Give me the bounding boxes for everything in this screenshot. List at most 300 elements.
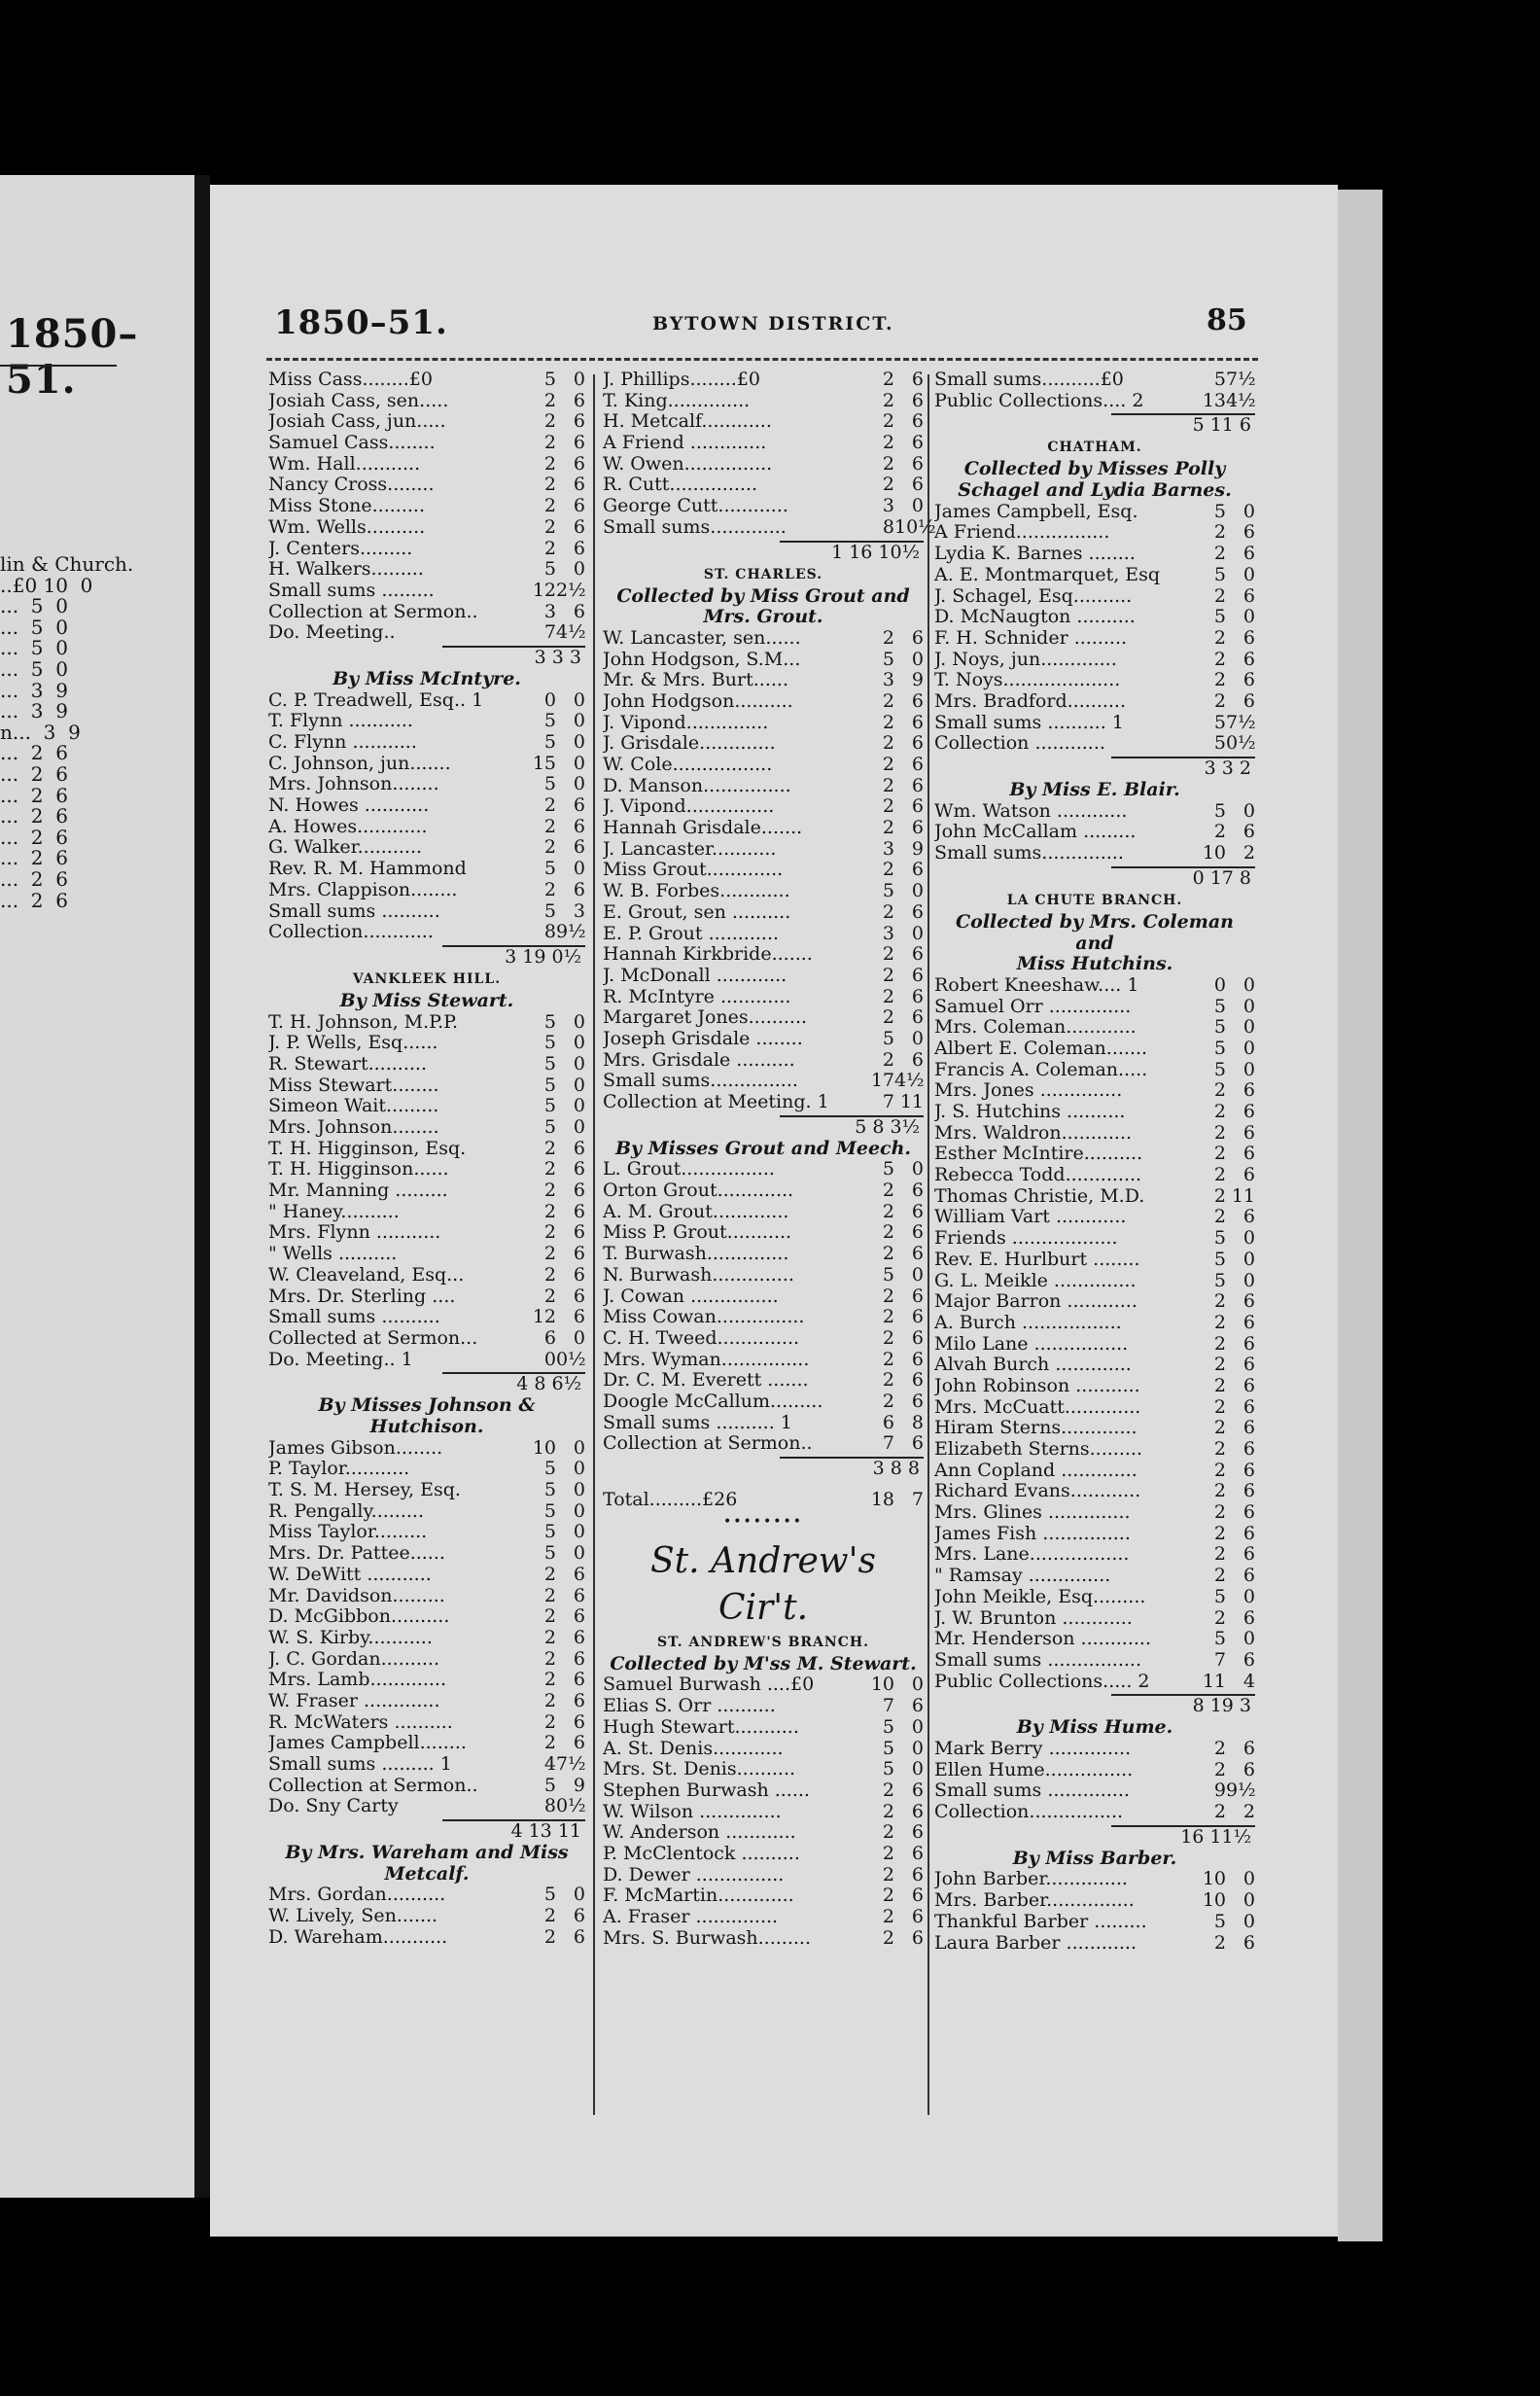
ledger-row [268, 817, 585, 838]
shillings-value: 5 [882, 1027, 894, 1049]
subtotal: 4 8 6½ [516, 1373, 581, 1395]
contributor-name: John Hodgson.......... [603, 690, 793, 712]
ledger-row [268, 1649, 585, 1671]
branch-title: LA CHUTE BRANCH. [1006, 892, 1183, 908]
ledger-row [934, 822, 1255, 843]
subtotal: 3 3 2 [1204, 758, 1251, 780]
contributor-name: Wm. Watson ............ [934, 800, 1128, 822]
pence-value: 6 [911, 1326, 924, 1349]
contributor-name: H. Metcalf............ [603, 411, 772, 433]
pence-value: 6 [573, 815, 585, 837]
pence-value: 6 [573, 1710, 585, 1733]
shillings-value: 3 [882, 837, 894, 860]
shillings-value: 2 [882, 432, 894, 454]
contributor-name: R. Pengally......... [268, 1500, 425, 1522]
ledger-row [603, 650, 924, 671]
shillings-value: 10 [532, 1436, 556, 1459]
ledger-row [934, 1376, 1255, 1397]
shillings-value: 2 [882, 1285, 894, 1307]
ledger-row [268, 1670, 585, 1691]
ledger-row [934, 1650, 1255, 1672]
pence-value: 0 [911, 1674, 924, 1696]
pence-value: 0 [1242, 500, 1255, 522]
shillings-value: 7 [543, 621, 556, 644]
shillings-value: 2 [1213, 1143, 1226, 1165]
contributor-name: Mr. Davidson......... [268, 1585, 445, 1606]
ledger-row [603, 1050, 924, 1072]
pence-value: 6 [1242, 821, 1255, 843]
shillings-value: 5 [1213, 711, 1226, 733]
ledger-row [934, 1502, 1255, 1524]
pence-value: 3 [573, 899, 585, 922]
subtotal: 3 3 3 [534, 646, 581, 668]
shillings-value: 5 [1213, 995, 1226, 1017]
contributor-name: Rev. E. Hurlburt ........ [934, 1249, 1140, 1270]
contributor-name: Samuel Cass........ [268, 433, 436, 454]
facing-page-line: ... 5 0 [0, 594, 68, 618]
contributor-name: Hugh Stewart........... [603, 1716, 799, 1738]
contributor-name: Esther McIntire.......... [934, 1144, 1143, 1165]
ledger-row [603, 1717, 924, 1739]
branch-title: VANKLEEK HILL. [352, 970, 502, 987]
section-heading: By Miss E. Blair. [1009, 779, 1180, 801]
shillings-value: 2 [1213, 1354, 1226, 1376]
contributor-name: W. DeWitt ........... [268, 1564, 432, 1585]
contributor-name: A. Howes............ [268, 816, 428, 837]
section-heading: By Miss Stewart. [339, 989, 514, 1011]
pence-value: 6 [911, 817, 924, 839]
pence-value: 0½ [1226, 732, 1256, 755]
column-divider [593, 374, 595, 2115]
pence-value: 6 [573, 1605, 585, 1628]
contributor-name: Mrs. Glines .............. [934, 1502, 1131, 1524]
pence-value: 0 [573, 1479, 585, 1501]
contributor-name: C. Flynn ........... [268, 732, 417, 754]
contributor-name: A Friend................ [934, 522, 1110, 544]
ledger-row [268, 539, 585, 560]
ledger-row [603, 839, 924, 861]
ledger-row [934, 1102, 1255, 1123]
pence-value: 0 [1242, 1910, 1255, 1932]
ledger-row [603, 733, 924, 755]
pence-value: 6 [911, 1926, 924, 1949]
pence-value: 6 [911, 689, 924, 712]
contributor-name: Joseph Grisdale ........ [603, 1028, 803, 1049]
ledger-row [603, 1370, 924, 1392]
contributor-name: T. H. Higginson, Esq. [268, 1138, 467, 1159]
contributor-name: Lydia K. Barnes ........ [934, 544, 1136, 565]
contributor-name: Major Barron ............ [934, 1291, 1138, 1313]
pence-value: 6 [911, 711, 924, 733]
ledger-row [934, 1780, 1255, 1802]
ledger-row [603, 1674, 924, 1696]
ledger-row [603, 1780, 924, 1802]
shillings-value: 2 [1213, 1522, 1226, 1544]
shillings-value: 5 [543, 1032, 556, 1054]
ledger-row [268, 1628, 585, 1649]
pence-value: 0 [573, 1074, 585, 1096]
shillings-value: 2 [1213, 1459, 1226, 1481]
ledger-row [603, 475, 924, 496]
pence-value: 6 [573, 515, 585, 538]
contributor-name: John Hodgson, S.M... [603, 649, 801, 670]
ledger-row [268, 1438, 585, 1460]
ledger-row [603, 1265, 924, 1286]
ledger-row [268, 1906, 585, 1927]
ledger-row [934, 565, 1255, 586]
shillings-value: 2 [1213, 1395, 1226, 1418]
contributor-name: A Friend ............. [603, 433, 767, 454]
pence-value: 9 [911, 837, 924, 860]
pence-value: 0 [573, 558, 585, 581]
ledger-row [934, 1608, 1255, 1630]
pence-value: 6 [573, 1180, 585, 1202]
shillings-value: 2 [1213, 1121, 1226, 1144]
ledger-row [603, 670, 924, 691]
pence-value: 0 [1242, 1269, 1255, 1291]
shillings-value: 2 [543, 1689, 556, 1711]
shillings-value: 2 [543, 1732, 556, 1754]
contributor-name: Mrs. Barber............... [934, 1890, 1135, 1912]
shillings-value: 7 [882, 1091, 894, 1113]
pence-value: 0 [1242, 799, 1255, 822]
shillings-value: 2 [543, 1221, 556, 1244]
pence-value: 0 [1242, 1058, 1255, 1080]
ledger-row [268, 496, 585, 517]
facing-page-line: ... 2 6 [0, 804, 68, 828]
pence-value: 6 [1242, 1648, 1255, 1671]
pence-value: 0 [911, 1737, 924, 1759]
shillings-value: 8 [543, 1795, 556, 1817]
facing-page-lines [0, 554, 146, 911]
ledger-row [603, 1307, 924, 1328]
pence-value: 0 [573, 1884, 585, 1906]
contributor-name: Mrs. Wyman............... [603, 1349, 810, 1370]
shillings-value: 13 [1202, 389, 1226, 411]
contributor-name: Small sums............. [603, 516, 787, 538]
contributor-name: J. Vipond.............. [603, 712, 769, 733]
facing-page-line: ... 3 9 [0, 699, 68, 723]
contributor-name: Josiah Cass, sen..... [268, 390, 449, 411]
pence-value: 0 [573, 1542, 585, 1565]
pence-value: 6 [1242, 1079, 1255, 1102]
pence-value: 0 [911, 495, 924, 517]
contributor-name: Mrs. Dr. Sterling .... [268, 1286, 456, 1307]
shillings-value: 2 [543, 836, 556, 859]
pence-value: 6 [1242, 1737, 1255, 1759]
pence-value: 11 [899, 1091, 924, 1113]
shillings-value: 5 [543, 773, 556, 795]
pence-value: 4½ [1226, 389, 1256, 411]
shillings-value: 2 [1213, 1374, 1226, 1396]
ledger-row [268, 1691, 585, 1712]
ledger-row [268, 880, 585, 901]
shillings-value: 2 [1213, 521, 1226, 544]
shillings-value: 2 [543, 432, 556, 454]
ledger-row [603, 454, 924, 476]
contributor-name: Mrs. Clappison........ [268, 879, 458, 900]
ledger-row [268, 1117, 585, 1139]
contributor-name: D. McGibbon.......... [268, 1606, 450, 1628]
shillings-value: 2 [1213, 1801, 1226, 1823]
contributor-name: Mark Berry .............. [934, 1738, 1132, 1759]
pence-value: 9 [911, 669, 924, 691]
section-heading: By Miss Hume. [1016, 1716, 1173, 1739]
ledger-row [603, 691, 924, 713]
section-heading: Collected by M'ss M. Stewart. [610, 1652, 917, 1674]
contributor-name: T. Noys.................... [934, 670, 1121, 691]
contributor-name: T. H. Higginson...... [268, 1159, 449, 1180]
shillings-value: 5 [543, 1116, 556, 1139]
pence-value: 0 [1242, 1037, 1255, 1059]
shillings-value: 5 [543, 899, 556, 922]
contributor-name: Miss Stone......... [268, 496, 425, 517]
ledger-row [934, 522, 1255, 544]
pence-value: 6 [1242, 1417, 1255, 1439]
section-heading: By Misses Johnson & Hutchison. [318, 1394, 536, 1437]
contributor-name: W. Lancaster, sen...... [603, 627, 801, 649]
pence-value: 6 [1242, 1311, 1255, 1333]
pence-value: 9 [573, 1774, 585, 1796]
contributor-name: Mrs. Jones .............. [934, 1080, 1123, 1102]
contributor-name: J. Cowan ............... [603, 1286, 779, 1307]
contributor-name: James Fish ............... [934, 1523, 1131, 1544]
shillings-value: 2 [1213, 1438, 1226, 1461]
contributor-name: R. McWaters .......... [268, 1711, 453, 1733]
ledger-row [603, 1433, 924, 1455]
section-heading: By Misses Grout and Meech. [614, 1137, 912, 1159]
shillings-value: 12 [532, 579, 556, 601]
shillings-value: 5 [882, 1158, 894, 1180]
pence-value: 7½ [556, 1753, 586, 1775]
contributor-name: Collected at Sermon... [268, 1327, 478, 1349]
ledger-row [934, 1186, 1255, 1208]
contributor-name: W. Fraser ............. [268, 1690, 440, 1711]
contributor-name: W. B. Forbes............ [603, 881, 790, 902]
pence-value: 0 [573, 710, 585, 732]
contributor-name: Rev. R. M. Hammond [268, 859, 467, 880]
ledger-row [603, 1222, 924, 1244]
contributor-name: Albert E. Coleman....... [934, 1038, 1148, 1059]
pence-value: 6 [911, 1821, 924, 1844]
pence-value: 7 [911, 1489, 924, 1511]
pence-value: 6 [1242, 1332, 1255, 1355]
shillings-value: 8 [882, 515, 894, 538]
contributor-name: T. King.............. [603, 390, 751, 411]
ledger-row [268, 433, 585, 454]
shillings-value: 2 [882, 1926, 894, 1949]
shillings-value: 2 [882, 985, 894, 1007]
section-heading: By Mrs. Wareham and Miss [285, 1842, 569, 1864]
ledger-row [603, 796, 924, 818]
ledger-row [268, 1307, 585, 1328]
shillings-value: 17 [870, 1070, 894, 1092]
contributor-name: D. Wareham........... [268, 1926, 448, 1948]
facing-page-rule [0, 365, 117, 367]
shillings-value: 2 [543, 495, 556, 517]
shillings-value: 2 [1213, 1501, 1226, 1524]
contributor-name: J. McDonall ............ [603, 965, 788, 986]
shillings-value: 2 [1213, 1565, 1226, 1587]
ledger-row [934, 1250, 1255, 1271]
contributor-name: John Barber.............. [934, 1869, 1128, 1890]
contributor-name: Mr. Henderson ............ [934, 1629, 1152, 1650]
facing-page-year: 1850–51. [6, 311, 139, 403]
contributor-name: T. Burwash.............. [603, 1244, 789, 1265]
shillings-value: 5 [1213, 1248, 1226, 1270]
shillings-value: 2 [543, 1158, 556, 1180]
pence-value: 6 [573, 1626, 585, 1648]
facing-page-line: n... 3 9 [0, 720, 81, 744]
ledger-row [934, 713, 1255, 734]
shillings-value: 5 [543, 1458, 556, 1480]
pence-value: 6 [573, 878, 585, 900]
shillings-value: 2 [1213, 1164, 1226, 1186]
contributor-name: D. Manson............... [603, 775, 791, 796]
pence-value: 0 [911, 922, 924, 944]
pence-value: 6 [1242, 1931, 1255, 1954]
ledger-row [268, 1159, 585, 1180]
pence-value: 6 [573, 1200, 585, 1222]
pence-value: 6 [573, 1263, 585, 1286]
pence-value: 6 [573, 1647, 585, 1670]
pence-value: 4 [1242, 1670, 1255, 1692]
section-heading: Collected by Misses Polly [963, 458, 1226, 480]
ledger-row [268, 1222, 585, 1244]
facing-page-line: ... 3 9 [0, 678, 68, 702]
pence-value: 0 [573, 1326, 585, 1349]
contributor-name: W. Lively, Sen....... [268, 1906, 438, 1927]
contributor-name: Small sums ......... 1 [268, 1754, 452, 1775]
ledger-row [268, 1328, 585, 1350]
pence-value: 6 [1242, 1206, 1255, 1228]
ledger-row [268, 1885, 585, 1906]
contributor-name: Elias S. Orr .......... [603, 1696, 776, 1717]
contributor-name: W. Owen............... [603, 453, 773, 475]
pence-value: 0 [1242, 1227, 1255, 1250]
contributor-name: J. S. Hutchins .......... [934, 1102, 1126, 1123]
shillings-value: 5 [882, 1737, 894, 1759]
pence-value: 6 [1242, 1121, 1255, 1144]
facing-page-line: ... 2 6 [0, 741, 68, 765]
pence-value: 0 [573, 731, 585, 754]
pence-value: 6 [911, 1200, 924, 1222]
pence-value: 6 [911, 900, 924, 923]
shillings-value: 6 [543, 1326, 556, 1349]
pence-value: 0 [911, 1158, 924, 1180]
pence-value: 0 [911, 880, 924, 902]
contributor-name: Do. Sny Carty [268, 1796, 399, 1817]
contributor-name: J. P. Wells, Esq...... [268, 1033, 438, 1054]
ledger-row [934, 1760, 1255, 1781]
pence-value: 2 [1242, 1801, 1255, 1823]
contributor-name: Public Collections..... 2 [934, 1671, 1150, 1692]
pence-value: 0 [911, 1758, 924, 1780]
pence-value: 0 [573, 1032, 585, 1054]
ledger-row [268, 1139, 585, 1160]
pence-value: 6 [911, 474, 924, 496]
ledger-row [934, 1566, 1255, 1587]
shillings-value: 5 [1213, 1628, 1226, 1650]
contributor-name: J. Schagel, Esq.......... [934, 585, 1133, 607]
ledger-row [934, 733, 1255, 755]
pence-value: 6 [573, 1905, 585, 1927]
shillings-value: 2 [882, 1006, 894, 1029]
shillings-value: 5 [1213, 1037, 1226, 1059]
contributor-name: Small sums .......... 1 [934, 712, 1124, 733]
pence-value: 0 [1242, 1585, 1255, 1607]
contributor-name: George Cutt............ [603, 496, 788, 517]
contributor-name: A. Burch ................. [934, 1312, 1122, 1333]
contributor-name: Mrs. St. Denis.......... [603, 1759, 796, 1780]
column-divider [928, 374, 929, 2115]
contributor-name: L. Grout................ [603, 1159, 775, 1180]
contributor-name: Miss P. Grout........... [603, 1222, 792, 1244]
shillings-value: 2 [1213, 648, 1226, 670]
contributor-name: Collection at Sermon.. [268, 1775, 478, 1796]
pence-value: 0 [573, 1458, 585, 1480]
contributor-name: T. S. M. Hersey, Esq. [268, 1480, 461, 1501]
ledger-row [268, 559, 585, 581]
shillings-value: 2 [1213, 1758, 1226, 1780]
contributor-name: Do. Meeting.. 1 [268, 1349, 413, 1370]
section-heading: Miss Hutchins. [1016, 953, 1173, 975]
ledger-row [603, 1885, 924, 1907]
contributor-name: Elizabeth Sterns......... [934, 1439, 1143, 1461]
pence-value: 6 [573, 1584, 585, 1606]
pence-value: 6 [573, 1221, 585, 1244]
ledger-row [268, 690, 585, 712]
facing-page-line: ... 2 6 [0, 866, 68, 891]
ledger-row [934, 1355, 1255, 1376]
pence-value: 0 [1242, 1889, 1255, 1912]
shillings-value: 2 [543, 389, 556, 411]
pence-value: 0 [573, 858, 585, 880]
pence-value: 0 [911, 1263, 924, 1286]
contributor-name: " Wells .......... [268, 1244, 398, 1265]
pence-value: 6 [911, 754, 924, 776]
shillings-value: 2 [1213, 821, 1226, 843]
shillings-value: 2 [1213, 1606, 1226, 1629]
shillings-value: 5 [543, 1521, 556, 1543]
facing-page-line: ... 2 6 [0, 761, 68, 786]
contributor-name: F. McMartin............. [603, 1885, 794, 1907]
facing-page-line: ..£0 10 0 [0, 573, 93, 597]
contributor-name: R. McIntyre ............ [603, 986, 791, 1007]
shillings-value: 2 [882, 732, 894, 755]
ledger-row [603, 391, 924, 412]
pence-value: 6 [1242, 1290, 1255, 1313]
shillings-value: 3 [543, 600, 556, 622]
contributor-name: A. E. Montmarquet, Esq [934, 564, 1161, 585]
shillings-value: 2 [543, 1605, 556, 1628]
shillings-value: 5 [1213, 799, 1226, 822]
shillings-value: 15 [532, 752, 556, 774]
ledger-row [268, 795, 585, 817]
ledger-row [268, 1712, 585, 1734]
pence-value: 0½ [556, 1348, 586, 1370]
ledger-row [934, 1544, 1255, 1566]
ledger-row [603, 1759, 924, 1780]
subtotal: 5 8 3½ [855, 1115, 920, 1138]
pence-value: 0 [573, 1521, 585, 1543]
shillings-value: 5 [543, 1095, 556, 1117]
ledger-row [934, 650, 1255, 671]
shillings-value: 2 [882, 1390, 894, 1412]
pence-value: 6 [911, 1006, 924, 1029]
section-heading: By Miss Barber. [1012, 1847, 1177, 1869]
ledger-row [934, 1039, 1255, 1060]
